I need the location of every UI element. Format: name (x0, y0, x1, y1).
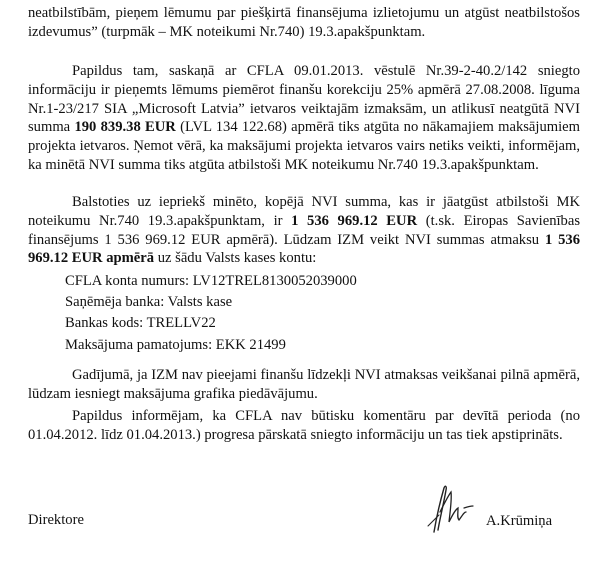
paragraph-financial-correction (28, 62, 580, 175)
signatory-title: Direktore (28, 512, 84, 528)
remaining-amount: 190 839.38 EUR (74, 119, 176, 136)
paragraph-text: Papildus tam, saskaņā ar CFLA 09.01.2013. vēstulē Nr.39-2-40.2/142 sniegto informāciju ir pieņemts lēmums piemērot finanšu korekciju 25% apmērā 27.08.2008. līguma Nr.1-23/217 SIA „Microsoft Latvia” ietvaros veiktajām izmaksām, un atlikusī neatgūtā NVI summa (28, 63, 580, 136)
paragraph-text: Papildus informējam, ka CFLA nav būtisku komentāru par devītā perioda (no 01.04.2012. līdz 01.04.2013.) progresa pārskatā sniegto informāciju un tas tiek apstiprināts. (28, 408, 580, 443)
paragraph-text: uz šādu Valsts kases kontu: (154, 250, 317, 267)
paragraph-total-amount (28, 193, 580, 268)
repayment-amount: 1 536 969.12 EUR apmērā (28, 231, 580, 267)
handwritten-signature (420, 482, 482, 534)
paragraph-payment-schedule (28, 366, 580, 404)
bank-code: Bankas kods: TRELLV22 (65, 315, 216, 331)
receiver-bank: Saņēmēja banka: Valsts kase (65, 294, 233, 310)
payment-basis: Maksājuma pamatojums: EKK 21499 (65, 337, 286, 353)
paragraph-text: (LVL 134 122.68) apmērā tiks atgūta no nākamajiem maksājumiem projekta ietvaros. Ņemot vērā, ka maksājumi projekta ietvaros vairs netiks veikti, informējam, ka minētā NVI summa tiks atgūta atbilstoši MK noteikumu Nr.740 19.3.apakšpunktam. (28, 119, 580, 173)
paragraph-progress-report (28, 407, 580, 445)
paragraph-text: Balstoties uz iepriekš minēto, kopējā NVI summa, kas ir jāatgūst atbilstoši MK noteikumu Nr.740 19.3.apakšpunktam, ir (28, 194, 580, 229)
paragraph-text: (t.sk. Eiropas Savienības finansējums 1 536 969.12 EUR apmērā). Lūdzam IZM veikt NVI summas atmaksu (28, 212, 580, 248)
bank-account-number: CFLA konta numurs: LV12TREL8130052039000 (65, 273, 357, 289)
paragraph-text: Gadījumā, ja IZM nav pieejami finanšu līdzekļi NVI atmaksas veikšanai pilnā apmērā, lūdzam iesniegt maksājuma grafika piedāvājumu. (28, 367, 580, 402)
paragraph-text: neatbilstībām, pieņem lēmumu par piešķirtā finansējuma izlietojumu un atgūst neatbilstošos izdevumus” (turpmāk – MK noteikumi Nr.740) 19.3.apakšpunktam. (28, 5, 580, 40)
signatory-name: A.Krūmiņa (486, 513, 553, 529)
paragraph-regulation-reference (28, 4, 580, 42)
total-amount: 1 536 969.12 EUR (291, 212, 418, 229)
